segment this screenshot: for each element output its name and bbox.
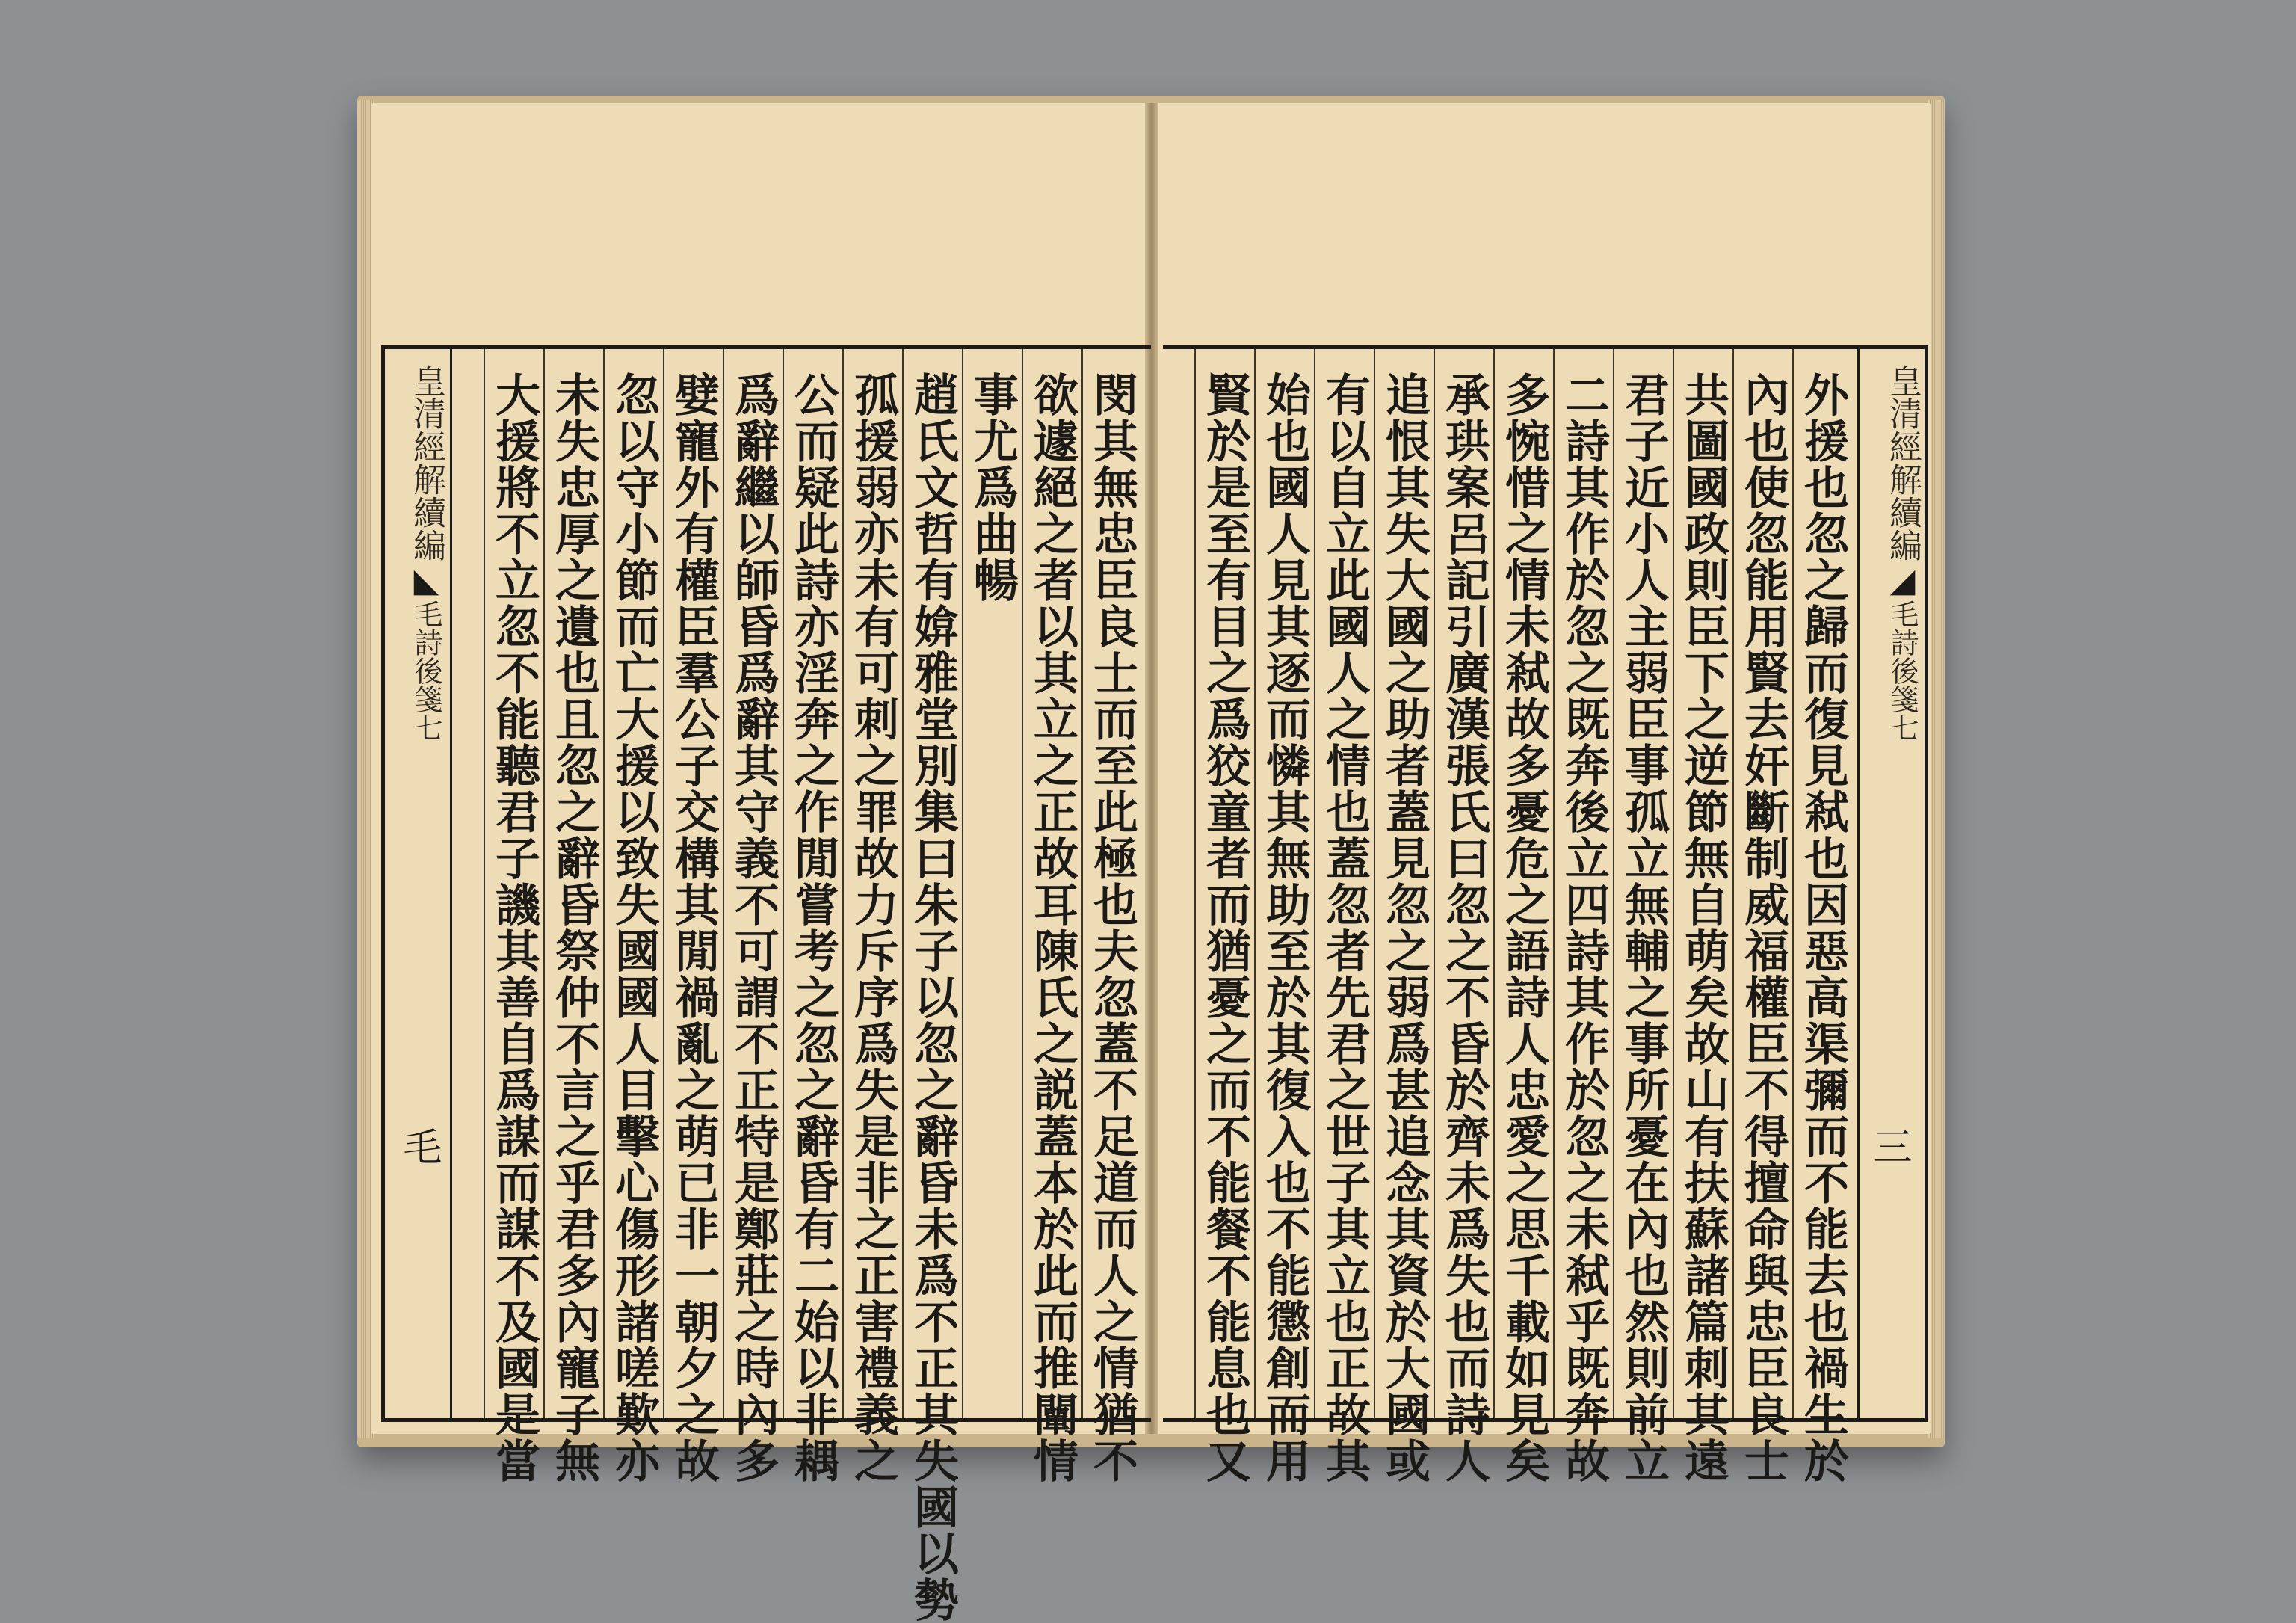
right-page-column: 二詩其作於忽之既奔後立四詩其作於忽之未弒乎既奔故 — [1553, 349, 1613, 1418]
right-page-column: 外援也忽之歸而復見弒也因惡高渠彌而不能去也禍生於 — [1792, 349, 1852, 1418]
right-page-column: 內也使忽能用賢去奸斷制威福權臣不得擅命與忠臣良士 — [1732, 349, 1792, 1418]
fish-tail-icon: ◣ — [407, 561, 445, 600]
left-page-column: 孤援弱亦未有可刺之罪故力斥序爲失是非之正害禮義之 — [842, 349, 902, 1418]
right-text-columns — [1172, 349, 1852, 1484]
left-page-column: 爲辭繼以師昏爲辭其守義不可謂不正特是鄭莊之時內多 — [723, 349, 783, 1418]
left-page-column: 忽以守小節而亡大援以致失國國人目擊心傷形諸嗟歎亦 — [603, 349, 663, 1418]
left-banxin-section: 毛詩後箋七 — [410, 600, 442, 742]
left-folio-marker: 毛 — [396, 1127, 441, 1165]
left-page-column: 趙氏文哲有媕雅堂別集曰朱子以忽之辭昏未爲不正其失國以勢 — [902, 349, 962, 1418]
left-page-column: 未失忠厚之遺也且忽之辭昏祭仲不言之乎君多內寵子無 — [543, 349, 603, 1418]
left-banxin-title: 皇清經解續編 — [407, 364, 445, 561]
left-page-column: 大援將不立忽不能聽君子譏其善自爲謀而謀不及國是當 — [484, 349, 543, 1418]
left-page-column: 閔其無忠臣良士而至此極也夫忽蓋不足道而人之情猶不 — [1081, 349, 1141, 1418]
left-text-columns — [454, 349, 1141, 1623]
right-page-column: 承珙案呂記引廣漢張氏曰忽之不昏於齊未爲失也而詩人 — [1434, 349, 1493, 1418]
right-folio-marker: 三 — [1866, 1127, 1911, 1165]
right-banxin-title: 皇清經解續編 — [1883, 364, 1922, 561]
right-page-column: 追恨其失大國之助者蓋見忽之弱爲甚追念其資於大國或 — [1374, 349, 1434, 1418]
right-banxin — [1857, 349, 1926, 1418]
right-page-column: 共圖國政則臣下之逆節無自萌矣故山有扶蘇諸篇刺其遠 — [1673, 349, 1732, 1418]
right-page-column: 君子近小人主弱臣事孤立無輔之事所憂在內也然則前立 — [1613, 349, 1673, 1418]
right-page-column: 始也國人見其逐而憐其無助至於其復入也不能懲創而用 — [1254, 349, 1314, 1418]
left-text-frame — [381, 345, 1151, 1623]
left-banxin — [383, 349, 452, 1418]
left-page-column: 公而疑此詩亦淫奔之作閒嘗考之忽之辭昏有二始以非耦 — [783, 349, 842, 1418]
left-page-column: 事尤爲曲暢 — [962, 349, 1022, 1418]
right-banxin-section: 毛詩後箋七 — [1886, 600, 1919, 742]
right-text-frame — [1163, 345, 1928, 1484]
right-page-column: 賢於是至有目之爲狡童者而猶憂之而不能餐不能息也又 — [1194, 349, 1254, 1418]
left-page-column: 欲遽絕之者以其立之正故耳陳氏之説蓋本於此而推闡情 — [1022, 349, 1081, 1418]
left-page-column: 嬖寵外有權臣羣公子交構其閒禍亂之萌已非一朝夕之故 — [663, 349, 723, 1418]
open-book — [357, 96, 1945, 1623]
right-page-column: 多惋惜之情未弒故多憂危之語詩人忠愛之思千載如見矣 — [1493, 349, 1553, 1418]
right-page-column: 有以自立此國人之情也蓋忽者先君之世子其立也正故其 — [1314, 349, 1374, 1418]
fish-tail-icon: ◢ — [1883, 561, 1922, 600]
